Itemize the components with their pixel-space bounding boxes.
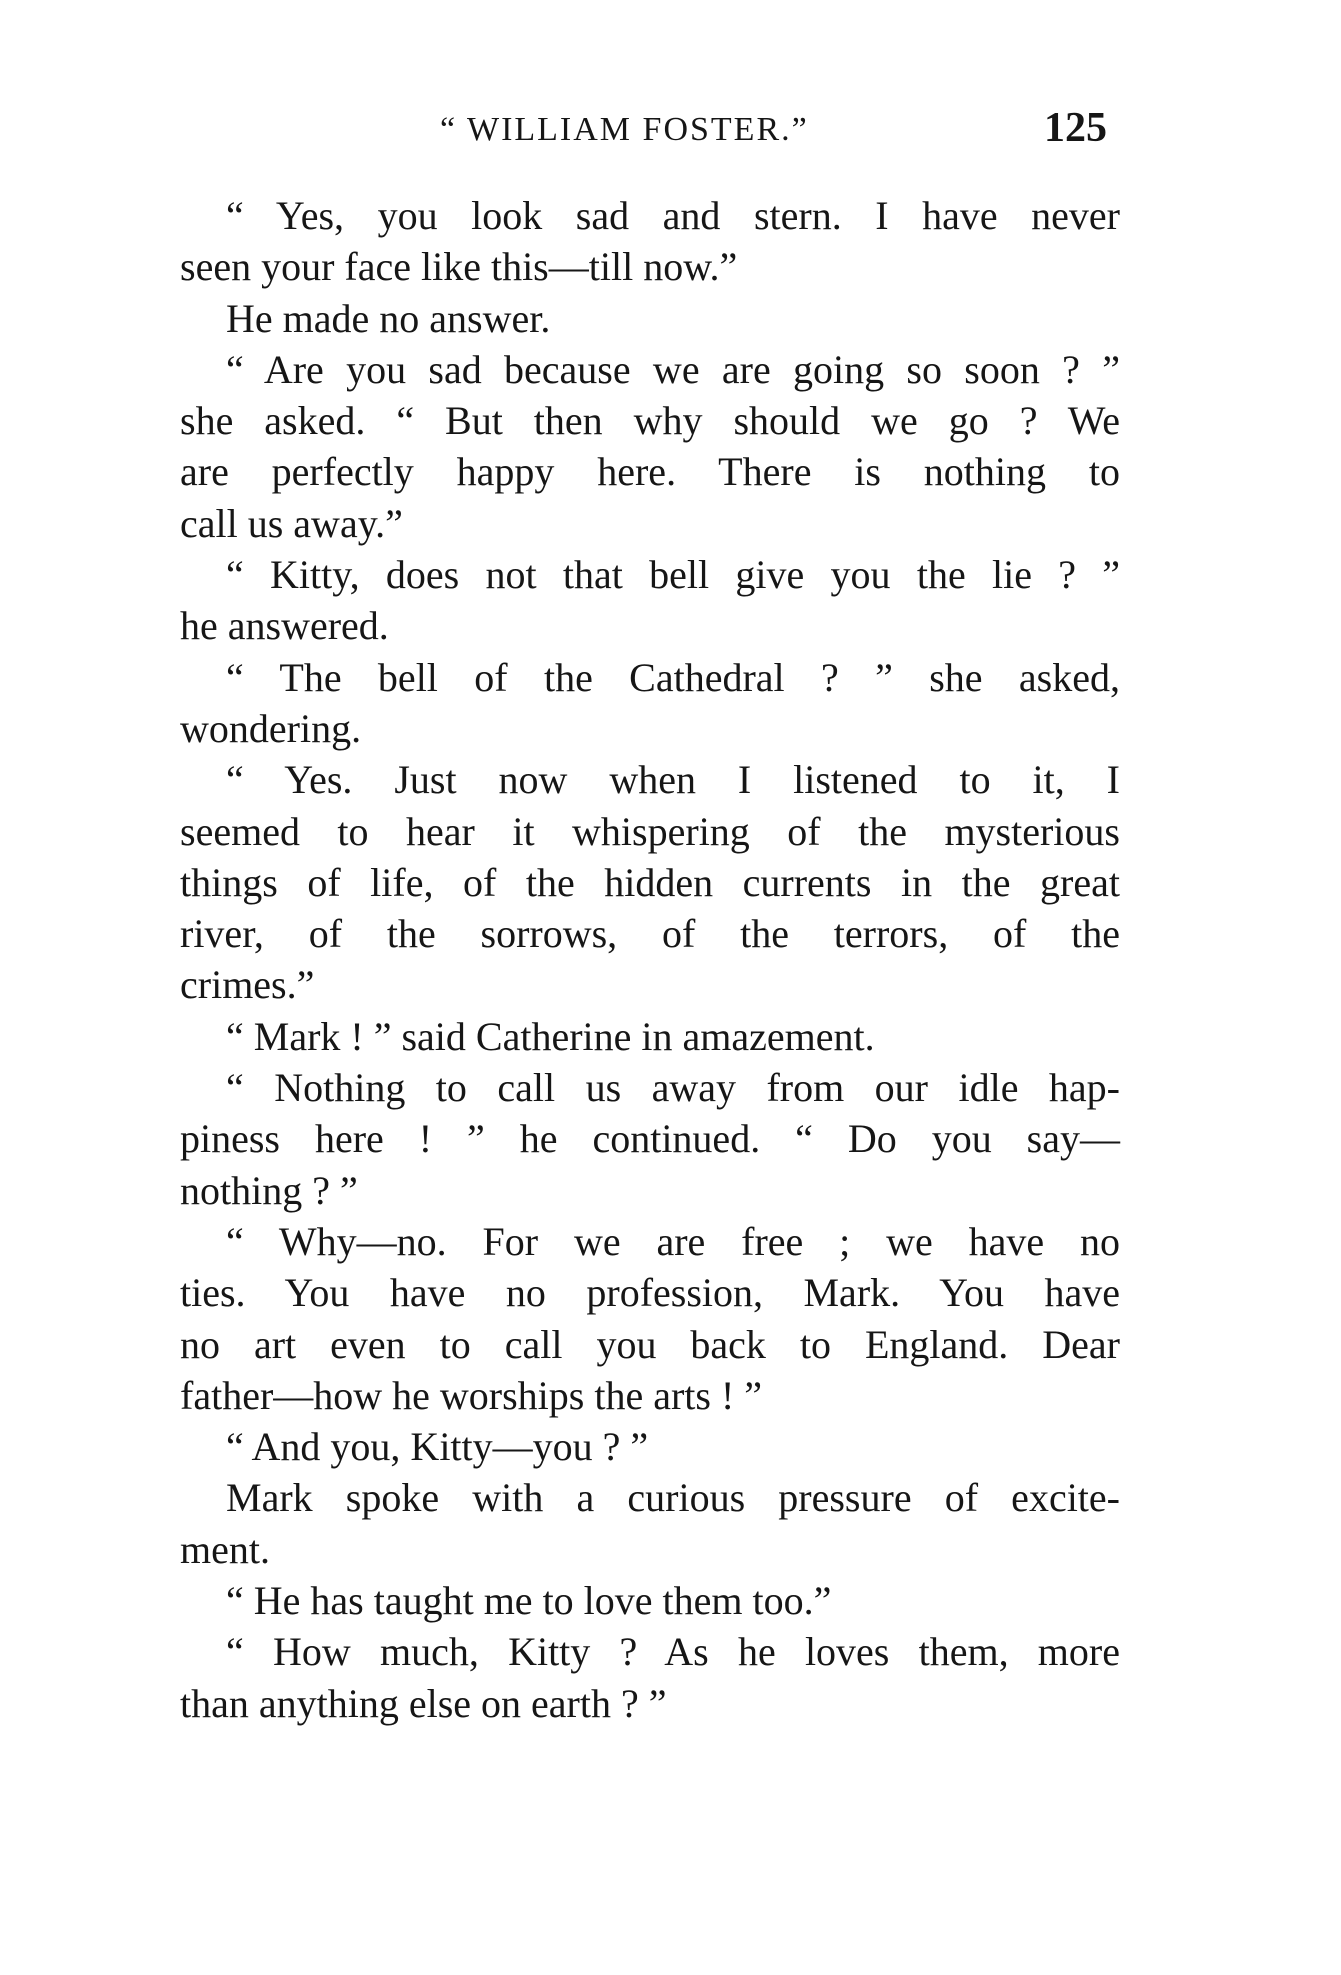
text-line: seen your face like this—till now.” xyxy=(180,244,738,290)
text-line: He made no answer. xyxy=(226,295,551,341)
text-line: ment. xyxy=(180,1526,270,1572)
paragraph-3 xyxy=(180,344,1120,549)
text-line: are perfectly happy here. There is nothing to xyxy=(180,449,1120,495)
text-line: he answered. xyxy=(180,603,389,649)
paragraph-1 xyxy=(180,190,1120,293)
text-line: “ Nothing to call us away from our idle hap- xyxy=(226,1065,1120,1111)
paragraph-6 xyxy=(180,754,1120,1010)
paragraph-2 xyxy=(180,293,1120,344)
text-line: “ Are you sad because we are going so soon ? ” xyxy=(226,346,1120,392)
paragraph-4 xyxy=(180,549,1120,652)
running-head-title: “ WILLIAM FOSTER.” xyxy=(440,111,809,148)
text-line: “ The bell of the Cathedral ? ” she asked, xyxy=(226,654,1120,700)
page-number: 125 xyxy=(1044,105,1107,151)
text-line: piness here ! ” he continued. “ Do you say— xyxy=(180,1116,1120,1162)
text-line: “ How much, Kitty ? As he loves them, more xyxy=(226,1629,1120,1675)
text-line: father—how he worships the arts ! ” xyxy=(180,1372,763,1418)
text-line: “ Why—no. For we are free ; we have no xyxy=(226,1218,1120,1264)
text-line: nothing ? ” xyxy=(180,1167,358,1213)
paragraph-7 xyxy=(180,1011,1120,1062)
paragraph-13 xyxy=(180,1626,1120,1729)
paragraph-10 xyxy=(180,1421,1120,1472)
text-line: “ Kitty, does not that bell give you the lie ? ” xyxy=(226,552,1120,598)
text-line: no art even to call you back to England. Dear xyxy=(180,1321,1120,1367)
text-line: crimes.” xyxy=(180,962,315,1008)
text-line: things of life, of the hidden currents in the great xyxy=(180,859,1120,905)
text-line: wondering. xyxy=(180,705,362,751)
text-line: Mark spoke with a curious pressure of excite- xyxy=(226,1475,1120,1521)
text-line: “ Yes. Just now when I listened to it, I xyxy=(226,757,1120,803)
paragraph-5 xyxy=(180,652,1120,755)
text-line: seemed to hear it whispering of the mysterious xyxy=(180,808,1120,854)
paragraph-8 xyxy=(180,1062,1120,1216)
paragraph-12 xyxy=(180,1575,1120,1626)
body-text xyxy=(180,190,1120,1729)
text-line: “ He has taught me to love them too.” xyxy=(226,1578,832,1624)
text-line: “ And you, Kitty—you ? ” xyxy=(226,1424,649,1470)
text-line: she asked. “ But then why should we go ? We xyxy=(180,398,1120,444)
text-line: “ Mark ! ” said Catherine in amazement. xyxy=(226,1013,875,1059)
paragraph-9 xyxy=(180,1216,1120,1421)
text-line: ties. You have no profession, Mark. You have xyxy=(180,1270,1120,1316)
text-line: than anything else on earth ? ” xyxy=(180,1680,667,1726)
text-line: call us away.” xyxy=(180,500,403,546)
paragraph-11 xyxy=(180,1472,1120,1575)
text-line: river, of the sorrows, of the terrors, of the xyxy=(180,911,1120,957)
running-head xyxy=(180,98,1120,158)
text-line: “ Yes, you look sad and stern. I have never xyxy=(226,193,1120,238)
